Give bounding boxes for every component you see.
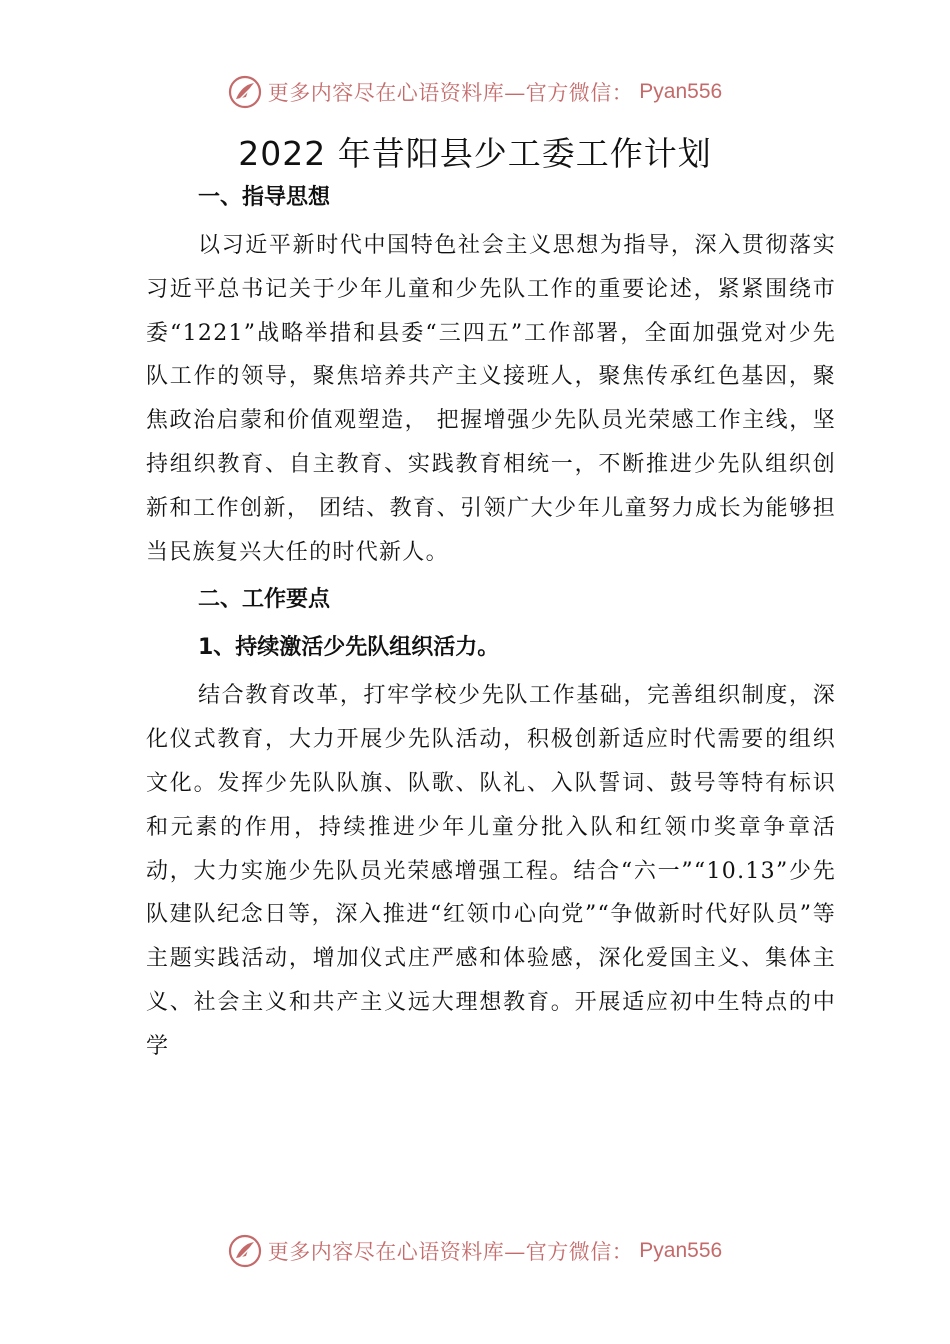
paragraph-item1: 结合教育改革，打牢学校少先队工作基础，完善组织制度，深化仪式教育，大力开展少先队活动，积极创新适应时代需要的组织文化。发挥少先队队旗、队歌、队礼、入队誓词、鼓号等特有标识和元素的作用，持续推进少年儿童分批入队和红领巾奖章争章活动，大力实施少先队员光荣感增强工程。结合“六一”“10.13”少先队建队纪念日等，深入推进“红领巾心向党”“争做新时代好队员”等主题实践活动，增加仪式庄严感和体验感，深化爱国主义、集体主义、社会主义和共产主义远大理想教育。开展适应初中生特点的中学 [146,683,836,1059]
watermark-logo-icon [228,1234,262,1268]
footer-watermark [0,1231,950,1271]
watermark-text: 更多内容尽在心语资料库—官方微信： [267,81,634,105]
paragraph-guiding-ideology: 以习近平新时代中国特色社会主义思想为指导，深入贯彻落实习近平总书记关于少年儿童和少先队工作的重要论述，紧紧围绕市委“1221”战略举措和县委“三四五”工作部署，全面加强党对少先队工作的领导，聚焦培养共产主义接班人，聚焦传承红色基因，聚焦政治启蒙和价值观塑造， 把握增强少先队员光荣感工作主线，坚持组织教育、自主教育、实践教育相统一，不断推进少先队组织创新和工作创新， 团结、教育、引领广大少年儿童努力成长为能够担当民族复兴大任的时代新人。 [146,233,836,565]
watermark-text: 更多内容尽在心语资料库—官方微信： [267,1240,634,1264]
watermark-wechat-id: Pyan556 [639,1239,723,1262]
section-heading-guiding-ideology: 一、指导思想 [198,185,331,210]
watermark-wechat-id: Pyan556 [639,80,723,103]
subsection-heading-item1: 1、持续激活少先队组织活力。 [198,635,500,661]
document-body [146,176,836,1069]
document-title: 2022 年昔阳县少工委工作计划 [238,134,712,173]
watermark-logo-icon [228,75,262,109]
section-heading-work-points: 二、工作要点 [198,587,331,613]
header-watermark [0,72,950,112]
